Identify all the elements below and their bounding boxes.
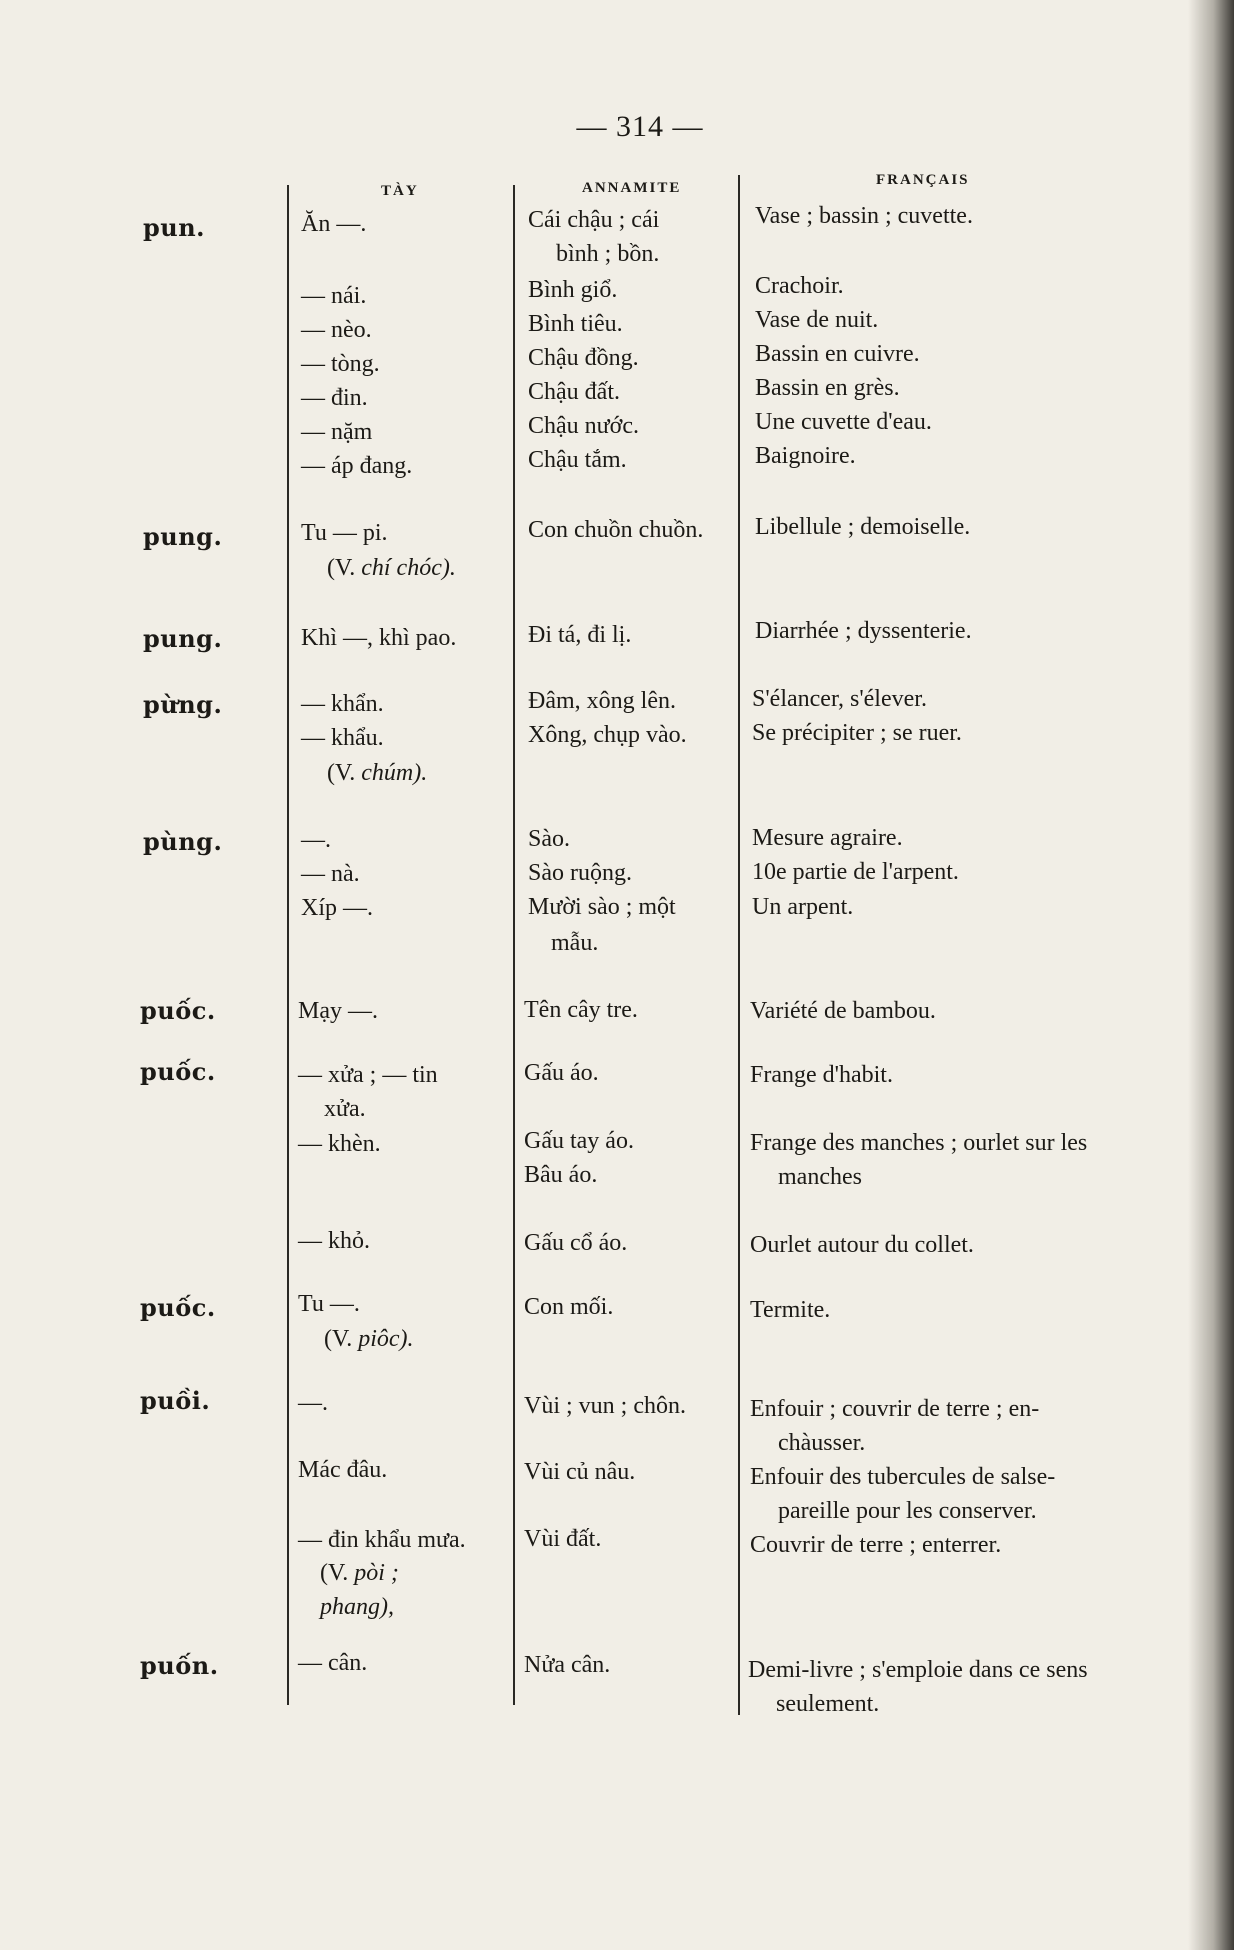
annamite-term: Gấu áo. [524,1060,599,1086]
francais-term: Couvrir de terre ; enterrer. [750,1532,1002,1558]
annamite-term: Con chuồn chuồn. [528,517,704,543]
annamite-term: Đi tá, đi lị. [528,622,632,648]
francais-term: Ourlet autour du collet. [750,1232,974,1258]
francais-term: Crachoir. [755,273,844,299]
headword: pung. [143,624,223,653]
francais-term: Diarrhée ; dyssenterie. [755,618,972,644]
annamite-term: Cái chậu ; cái [528,207,660,233]
tay-term: — đin khẩu mưa. [298,1527,466,1553]
tay-term: — nái. [301,283,367,309]
annamite-term: Bình giổ. [528,277,618,303]
annamite-term: Nửa cân. [524,1652,611,1678]
annamite-term: Đâm, xông lên. [528,688,676,714]
annamite-term: Chậu tắm. [528,447,627,473]
column-header-francais: FRANÇAIS [876,172,970,188]
francais-term: pareille pour les conserver. [778,1498,1037,1524]
tay-term: Ăn —. [301,211,367,237]
francais-term: Termite. [750,1297,831,1323]
headword: puốc. [140,1057,216,1086]
headword: puốn. [140,1651,219,1680]
headword: pung. [143,522,223,551]
column-rule-right [738,175,740,1715]
francais-term: Demi-livre ; s'emploie dans ce sens [748,1657,1088,1683]
tay-term: — khẩu. [301,725,384,751]
headword: pùng. [143,827,223,856]
annamite-term: mẫu. [551,930,599,956]
tay-term: Mác đâu. [298,1457,388,1483]
tay-term: Tu — pi. [301,520,388,546]
francais-term: Frange d'habit. [750,1062,893,1088]
tay-term: — xửa ; — tin [298,1062,438,1088]
tay-reference: (V. chúm). [327,760,428,786]
francais-term: Bassin en grès. [755,375,900,401]
headword: puồi. [140,1386,211,1415]
annamite-term: Mười sào ; một [528,894,676,920]
annamite-term: Sào. [528,826,570,852]
tay-term: —. [298,1390,328,1416]
headword: pun. [143,213,206,242]
francais-term: Un arpent. [752,894,854,920]
francais-term: Enfouir des tubercules de salse- [750,1464,1056,1490]
annamite-term: Vùi ; vun ; chôn. [524,1393,686,1419]
tay-term: — tòng. [301,351,380,377]
francais-term: Frange des manches ; ourlet sur les [750,1130,1088,1156]
francais-term: S'élancer, s'élever. [752,686,927,712]
annamite-term: Con mối. [524,1294,614,1320]
column-rule-left [287,185,289,1705]
annamite-term: Chậu nước. [528,413,640,439]
headword: pừng. [143,690,223,719]
tay-term: Khì —, khì pao. [301,625,457,651]
tay-reference: phang), [320,1594,394,1620]
tay-term: — nà. [301,861,360,887]
tay-term: Xíp —. [301,895,373,921]
francais-term: Bassin en cuivre. [755,341,920,367]
francais-term: Vase de nuit. [755,307,879,333]
francais-term: Une cuvette d'eau. [755,409,932,435]
tay-term: — đin. [301,385,368,411]
tay-term: Tu —. [298,1291,360,1317]
column-rule-middle [513,185,515,1705]
page-number: — 314 — [576,110,704,143]
annamite-term: bình ; bồn. [556,241,660,267]
annamite-term: Tên cây tre. [524,997,638,1023]
annamite-term: Gấu tay áo. [524,1128,634,1154]
francais-term: chàusser. [778,1430,866,1456]
francais-term: Baignoire. [755,443,856,469]
tay-term: — nặm [301,419,373,445]
column-header-annamite: ANNAMITE [582,180,682,196]
annamite-term: Chậu đồng. [528,345,639,371]
francais-term: Vase ; bassin ; cuvette. [755,203,973,229]
francais-term: Variété de bambou. [750,998,936,1024]
tay-term: — nèo. [301,317,372,343]
annamite-term: Chậu đất. [528,379,620,405]
annamite-term: Xông, chụp vào. [528,722,687,748]
tay-reference: (V. pòi ; [320,1560,399,1586]
annamite-term: Gấu cổ áo. [524,1230,628,1256]
tay-term: Mạy —. [298,998,378,1024]
column-header-tay: TÀY [381,183,419,199]
annamite-term: Vùi củ nâu. [524,1459,636,1485]
annamite-term: Bình tiêu. [528,311,623,337]
tay-term: — khẩn. [301,691,384,717]
tay-term: xửa. [324,1096,366,1122]
annamite-term: Sào ruộng. [528,860,632,886]
francais-term: Enfouir ; couvrir de terre ; en- [750,1396,1040,1422]
francais-term: Se précipiter ; se ruer. [752,720,962,746]
francais-term: manches [778,1164,862,1190]
francais-term: seulement. [776,1691,880,1717]
francais-term: 10e partie de l'arpent. [752,859,959,885]
tay-term: — khỏ. [298,1228,370,1254]
tay-term: — áp đang. [301,453,413,479]
francais-term: Mesure agraire. [752,825,903,851]
headword: puốc. [140,996,216,1025]
annamite-term: Vùi đất. [524,1526,602,1552]
francais-term: Libellule ; demoiselle. [755,514,971,540]
tay-term: —. [301,827,331,853]
page-edge-shadow [1188,0,1234,1950]
annamite-term: Bâu áo. [524,1162,598,1188]
tay-reference: (V. piôc). [324,1326,414,1352]
tay-term: — cân. [298,1650,368,1676]
tay-term: — khèn. [298,1131,381,1157]
tay-reference: (V. chí chóc). [327,555,456,581]
headword: puốc. [140,1293,216,1322]
